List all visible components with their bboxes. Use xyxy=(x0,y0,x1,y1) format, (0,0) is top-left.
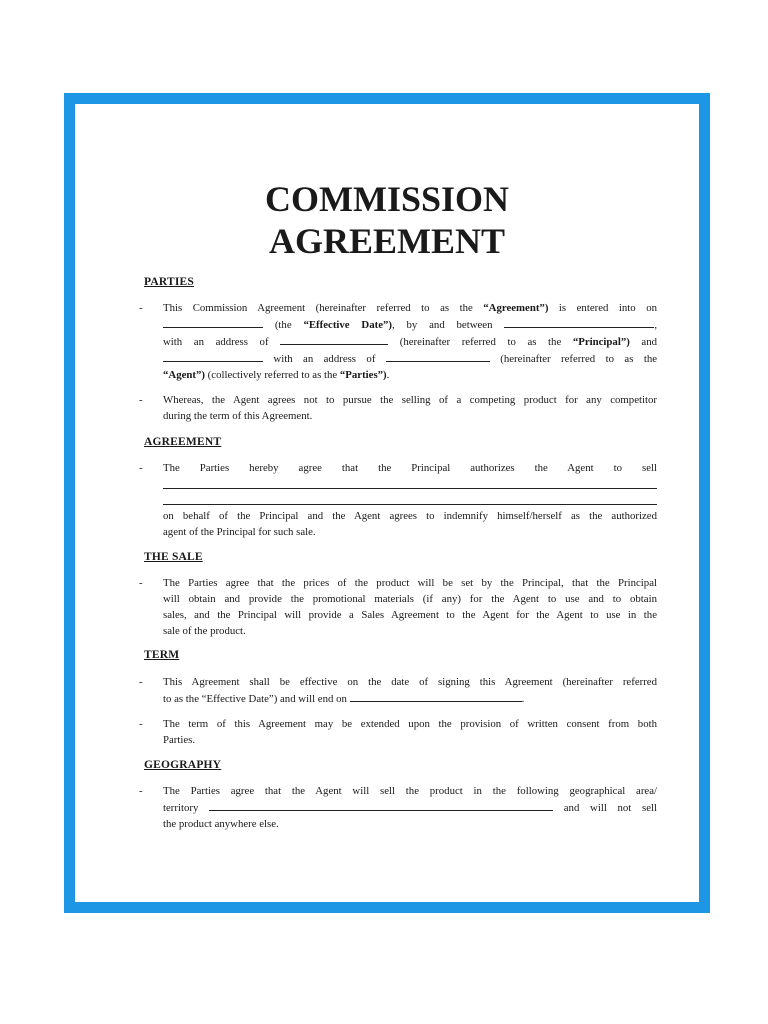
term-clause-1: - This Agreement shall be effective on the date of signing this Agreement (hereinafter referred to as the “Effective Date”) and will end on . xyxy=(139,676,657,705)
sale-clause-1: - The Parties agree that the prices of the product will be set by the Principal, that the Principal will obtain and provide the promotional materials (if any) for the Agent to use and to obtain sales, and the Principal will provide a Sales Agreement to the Agent for the Agent to use in the sale of the product. xyxy=(139,577,657,637)
bullet-dash: - xyxy=(139,462,143,474)
bullet-dash: - xyxy=(139,785,143,797)
bullet-dash: - xyxy=(139,676,143,688)
parties-clause-2: - Whereas, the Agent agrees not to pursue the selling of a competing product for any competitor during the term of this Agreement. xyxy=(139,394,657,422)
blank-product-line-2 xyxy=(163,492,657,505)
title-line-2: AGREEMENT xyxy=(268,221,506,261)
bullet-dash: - xyxy=(139,302,143,314)
blank-end-date xyxy=(350,690,522,702)
geography-clause-1: - The Parties agree that the Agent will sell the product in the following geographical area/ territory and will not sell the product anywhere else. xyxy=(139,785,657,830)
document-frame xyxy=(64,93,710,913)
bullet-dash: - xyxy=(139,577,143,589)
bullet-dash: - xyxy=(139,394,143,406)
blank-territory xyxy=(209,799,553,811)
heading-term: TERM xyxy=(144,649,180,661)
bullet-dash: - xyxy=(139,718,143,730)
blank-principal-address xyxy=(280,333,388,345)
blank-effective-date xyxy=(163,316,263,328)
blank-agent-address xyxy=(386,350,490,362)
title-line-1: COMMISSION xyxy=(264,179,510,219)
heading-agreement: AGREEMENT xyxy=(144,436,222,448)
blank-agent-name xyxy=(163,350,263,362)
heading-geography: GEOGRAPHY xyxy=(144,759,222,771)
parties-clause-1: - This Commission Agreement (hereinafter referred to as the “Agreement”) is entered into on (the “Effective Date”), by and between , with an address of (hereinafter referred to as the “Principal”) and with an address of (hereinafter referred to as the “Agent”) (collectively referred to as the “Parties”). xyxy=(139,302,658,381)
heading-parties: PARTIES xyxy=(144,276,194,288)
blank-product-line-1 xyxy=(163,476,657,489)
heading-the-sale: THE SALE xyxy=(144,551,203,563)
blank-principal-name xyxy=(504,316,654,328)
term-clause-2: - The term of this Agreement may be extended upon the provision of written consent from both Parties. xyxy=(139,718,657,746)
agreement-clause-1: - The Parties hereby agree that the Principal authorizes the Agent to sell on behalf of the Principal and the Agent agrees to indemnify himself/herself as the authorized agent of the Principal for such sale. xyxy=(139,462,657,538)
